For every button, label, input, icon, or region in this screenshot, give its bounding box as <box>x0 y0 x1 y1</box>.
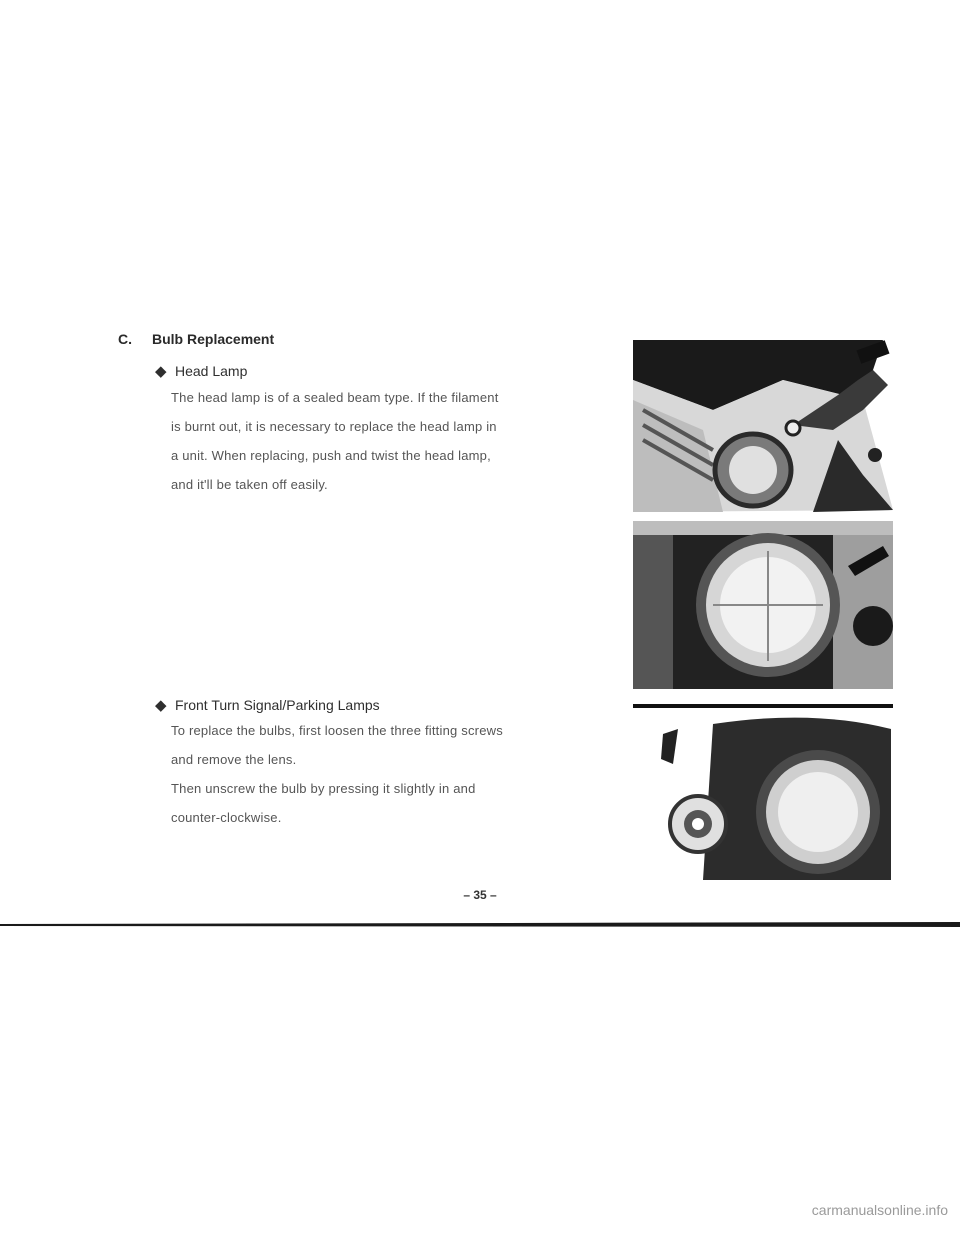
diamond-bullet-icon: ◆ <box>155 363 167 380</box>
text-line: The head lamp is of a sealed beam type. If the filament <box>171 390 499 405</box>
turn-signal-heading <box>155 696 380 714</box>
turn-signal-lamp-photo <box>633 704 893 880</box>
text-line: and it'll be taken off easily. <box>171 477 328 492</box>
text-line: a unit. When replacing, push and twist the head lamp, <box>171 448 491 463</box>
section-title: Bulb Replacement <box>152 331 275 347</box>
section-letter: C. <box>118 331 132 347</box>
text-line: is burnt out, it is necessary to replace the head lamp in <box>171 419 497 434</box>
head-lamp-paragraph <box>171 383 499 499</box>
footer-watermark: carmanualsonline.info <box>811 1202 948 1218</box>
bottom-rule-divider <box>0 916 960 932</box>
text-line: To replace the bulbs, first loosen the three fitting screws <box>171 723 503 738</box>
text-line: Then unscrew the bulb by pressing it slightly in and <box>171 781 476 796</box>
text-line: and remove the lens. <box>171 752 297 767</box>
text-line: counter-clockwise. <box>171 810 282 825</box>
head-lamp-heading <box>155 362 247 380</box>
page-number: – 35 – <box>463 888 497 902</box>
turn-signal-title: Front Turn Signal/Parking Lamps <box>175 697 380 713</box>
turn-signal-paragraph <box>171 716 503 832</box>
section-heading <box>118 331 274 347</box>
head-lamp-closeup-photo <box>633 521 893 689</box>
head-lamp-removal-photo <box>633 340 893 512</box>
diamond-bullet-icon: ◆ <box>155 697 167 714</box>
head-lamp-title: Head Lamp <box>175 363 248 379</box>
